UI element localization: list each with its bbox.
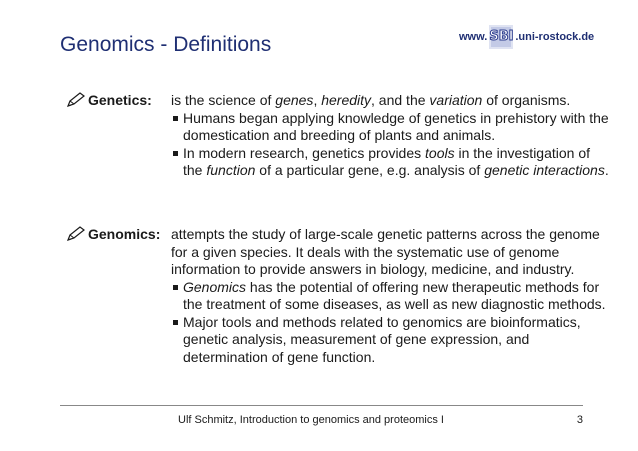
bullet-point: [171, 279, 611, 314]
term-genomics: [66, 226, 160, 242]
pen-icon: [66, 226, 86, 242]
body-text: Major tools and methods related to genomics are bioinformatics, genetic analysis, measurement of gene expression, and determination of gene function.: [183, 313, 581, 365]
body-text: has the potential of offering new therapeutic methods for the treatment of some diseases, as well as new diagnostic methods.: [183, 278, 606, 312]
term-genetics-label: Genetics:: [88, 92, 152, 108]
body-text: of organisms.: [482, 92, 571, 108]
emphasis-text: Genomics: [183, 278, 247, 295]
emphasis-text: tools: [425, 144, 455, 161]
term-genomics-label: Genomics:: [88, 226, 161, 242]
emphasis-text: heredity: [321, 92, 372, 108]
body-text: in the investigation of the: [183, 144, 591, 178]
emphasis-text: variation: [429, 92, 483, 108]
logo-letters: SBI: [489, 29, 514, 44]
logo-suffix: .uni-rostock.de: [515, 31, 595, 43]
body-text: ,: [313, 92, 322, 108]
logo-prefix: www.: [459, 31, 488, 43]
body-text: In modern research, genetics provides: [183, 144, 426, 161]
bullet-point: [171, 145, 611, 180]
definition-genetics: [171, 92, 611, 180]
definition-lead: [171, 226, 611, 279]
website-logo: [459, 22, 594, 52]
pen-icon: [66, 92, 86, 108]
definition-lead: [171, 92, 611, 110]
footer-divider: [60, 405, 583, 406]
term-genetics: [66, 92, 152, 108]
footer-credit: Ulf Schmitz, Introduction to genomics and proteomics I: [178, 414, 444, 426]
slide-title: Genomics - Definitions: [60, 33, 272, 56]
bullet-point: [171, 314, 611, 367]
definition-genomics: [171, 226, 611, 366]
body-text: .: [604, 162, 609, 178]
body-text: , and the: [371, 92, 430, 108]
body-text: is the science of: [171, 92, 276, 108]
emphasis-text: genetic interactions: [484, 162, 605, 178]
emphasis-text: genes: [275, 92, 314, 108]
sbi-logo-icon: [489, 25, 513, 49]
emphasis-text: function: [206, 162, 256, 178]
body-text: of a particular gene, e.g. analysis of: [255, 162, 485, 178]
bullet-point: [171, 110, 611, 145]
body-text: Humans began applying knowledge of genetics in prehistory with the domestication and breeding of plants and animals.: [183, 109, 609, 143]
body-text: attempts the study of large-scale genetic patterns across the genome for a given species. It deals with the systematic use of genome information to provide answers in biology, medicine, and industry.: [171, 226, 600, 277]
page-number: 3: [576, 414, 583, 426]
